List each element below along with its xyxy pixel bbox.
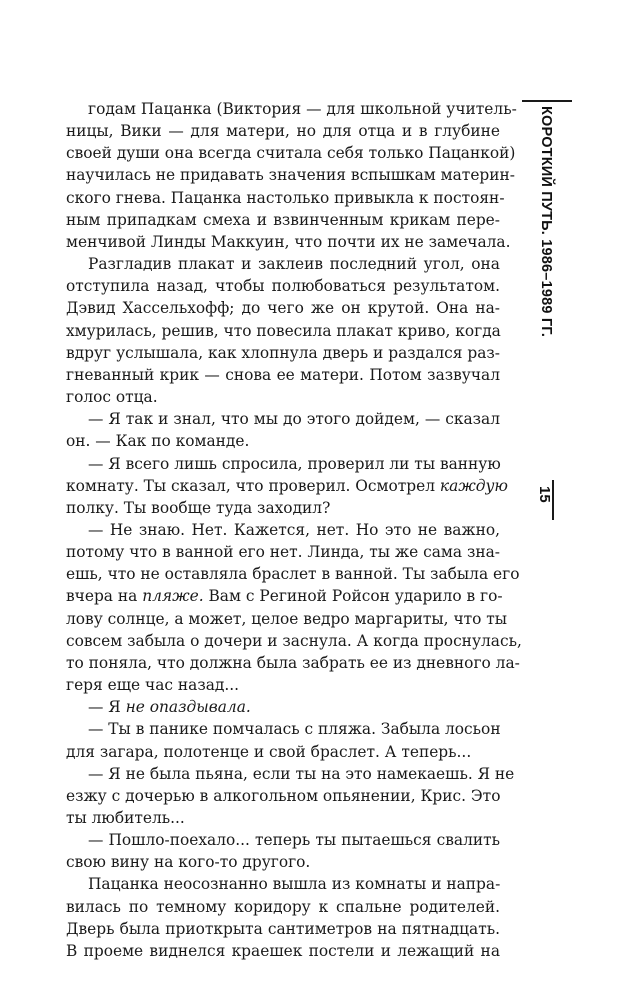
text-line: то поняла, что должна была забрать ее из дневного ла- bbox=[66, 653, 520, 672]
text-line: ского гнева. Пацанка настолько привыкла к постоян- bbox=[66, 188, 505, 207]
text-line: В проеме виднелся краешек постели и лежащий на bbox=[66, 941, 500, 960]
text-line: ным припадкам смеха и взвинченным крикам пере- bbox=[66, 210, 500, 229]
text-line: вилась по темному коридору к спальне родителей. bbox=[66, 897, 500, 916]
paragraph bbox=[66, 453, 508, 519]
text-line: вдруг услышала, как хлопнула дверь и раздался раз- bbox=[66, 343, 500, 362]
paragraph bbox=[66, 519, 522, 696]
text-line: Пацанка неосознанно вышла из комнаты и напра- bbox=[88, 875, 501, 894]
paragraph bbox=[66, 718, 500, 762]
text-line: комнату. Ты сказал, что проверил. Осмотрел каждую bbox=[66, 476, 508, 495]
text-line: Разгладив плакат и заклеив последний угол, она bbox=[88, 255, 500, 274]
paragraph bbox=[66, 696, 500, 718]
text-line: — Пошло-поехало... теперь ты пытаешься свалить bbox=[88, 831, 500, 850]
page-body bbox=[66, 98, 522, 962]
text-line: менчивой Линды Маккуин, что почти их не замечала. bbox=[66, 232, 511, 251]
text-line: гневанный крик — снова ее матери. Потом зазвучал bbox=[66, 365, 500, 384]
text-line: — Я не опаздывала. bbox=[88, 698, 251, 717]
text-line: — Ты в панике помчалась с пляжа. Забыла лосьон bbox=[88, 720, 501, 739]
text-line: геря еще час назад... bbox=[66, 676, 240, 695]
text-line: годам Пацанка (Виктория — для школьной учитель- bbox=[88, 100, 517, 118]
text-line: — Я так и знал, что мы до этого дойдем, — сказал bbox=[88, 410, 500, 429]
text-line: лову солнце, а может, целое ведро маргариты, что ты bbox=[66, 609, 508, 628]
text-line: Дэвид Хассельхофф; до чего же он крутой. Она на- bbox=[66, 299, 500, 318]
text-line: — Не знаю. Нет. Кажется, нет. Но это не важно, bbox=[88, 520, 500, 539]
text-line: хмурилась, решив, что повесила плакат криво, когда bbox=[66, 321, 501, 340]
header-rule bbox=[522, 100, 572, 102]
text-line: полку. Ты вообще туда заходил? bbox=[66, 498, 331, 517]
text-line: ты любитель... bbox=[66, 809, 185, 827]
text-line: ешь, что не оставляла браслет в ванной. Ты забыла его bbox=[66, 565, 520, 584]
page-number: 15 bbox=[536, 486, 553, 503]
running-title: КОРОТКИЙ ПУТЬ. 1986–1989 ГГ. bbox=[538, 106, 554, 338]
paragraph bbox=[66, 98, 517, 253]
text-line: потому что в ванной его нет. Линда, ты же сама зна- bbox=[66, 543, 500, 562]
text-line: отступила назад, чтобы полюбоваться результатом. bbox=[66, 277, 500, 296]
text-line: Дверь была приоткрыта сантиметров на пятнадцать. bbox=[66, 919, 500, 938]
text-line: ницы, Вики — для матери, но для отца и в глубине bbox=[66, 122, 500, 141]
text-line: голос отца. bbox=[66, 388, 158, 407]
text-line: своей души она всегда считала себя только Пацанкой) bbox=[66, 144, 516, 163]
paragraph bbox=[66, 253, 500, 408]
paragraph bbox=[66, 763, 515, 829]
text-line: вчера на пляже. Вам с Региной Ройсон ударило в го- bbox=[66, 587, 503, 606]
text-line: — Я не была пьяна, если ты на это намекаешь. Я не bbox=[88, 764, 515, 783]
paragraph bbox=[66, 408, 500, 452]
text-line: он. — Как по команде. bbox=[66, 432, 250, 451]
text-line: для загара, полотенце и свой браслет. А теперь... bbox=[66, 742, 472, 761]
paragraph bbox=[66, 829, 500, 873]
text-line: езжу с дочерью в алкогольном опьянении, Крис. Это bbox=[66, 786, 501, 805]
text-line: научилась не придавать значения вспышкам материн- bbox=[66, 166, 515, 185]
paragraph bbox=[66, 873, 500, 962]
text-line: — Я всего лишь спросила, проверил ли ты ванную bbox=[88, 454, 501, 473]
text-line: свою вину на кого-то другого. bbox=[66, 853, 311, 872]
text-line: совсем забыла о дочери и заснула. А когда проснулась, bbox=[66, 631, 522, 650]
